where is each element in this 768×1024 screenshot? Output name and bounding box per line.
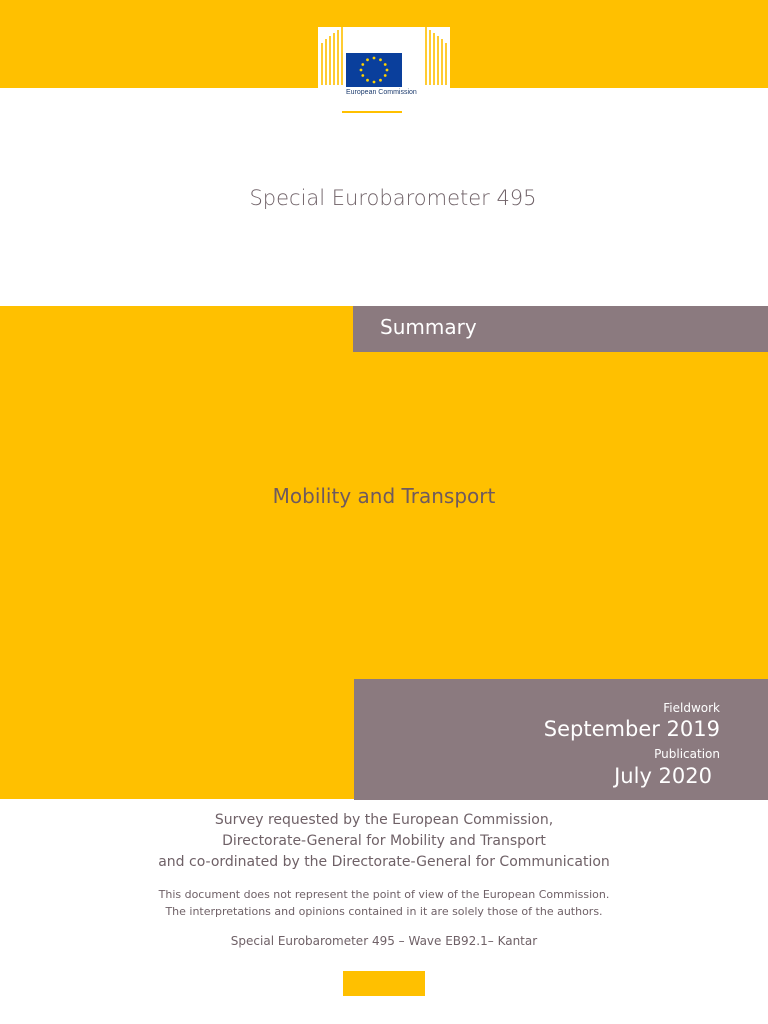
summary-banner — [353, 306, 768, 352]
publication-date: July 2020 — [614, 764, 712, 788]
european-commission-logo — [318, 27, 450, 113]
disclaimer-line: The interpretations and opinions contained in it are solely those of the authors. — [165, 905, 603, 918]
fieldwork-label: Fieldwork — [663, 701, 720, 715]
requested-line: Survey requested by the European Commission, — [214, 812, 554, 828]
disclaimer-text — [0, 886, 768, 920]
requested-by-text — [0, 810, 768, 873]
disclaimer-line: This document does not represent the point of view of the European Commission. — [158, 888, 610, 901]
survey-reference: Special Eurobarometer 495 – Wave EB92.1– Kantar — [230, 934, 538, 948]
dates-panel — [354, 679, 768, 800]
series-title: Special Eurobarometer 495 — [249, 186, 537, 210]
logo-org-name: European Commission — [346, 89, 417, 96]
fieldwork-date: September 2019 — [543, 717, 720, 741]
publication-label: Publication — [654, 747, 720, 761]
report-title: Mobility and Transport — [272, 484, 496, 508]
requested-line: Directorate-General for Mobility and Transport — [222, 833, 546, 849]
requested-line: and co-ordinated by the Directorate-General for Communication — [158, 854, 610, 870]
bottom-yellow-tab — [343, 971, 425, 996]
eu-flag-icon — [318, 27, 450, 113]
summary-label: Summary — [380, 315, 477, 339]
